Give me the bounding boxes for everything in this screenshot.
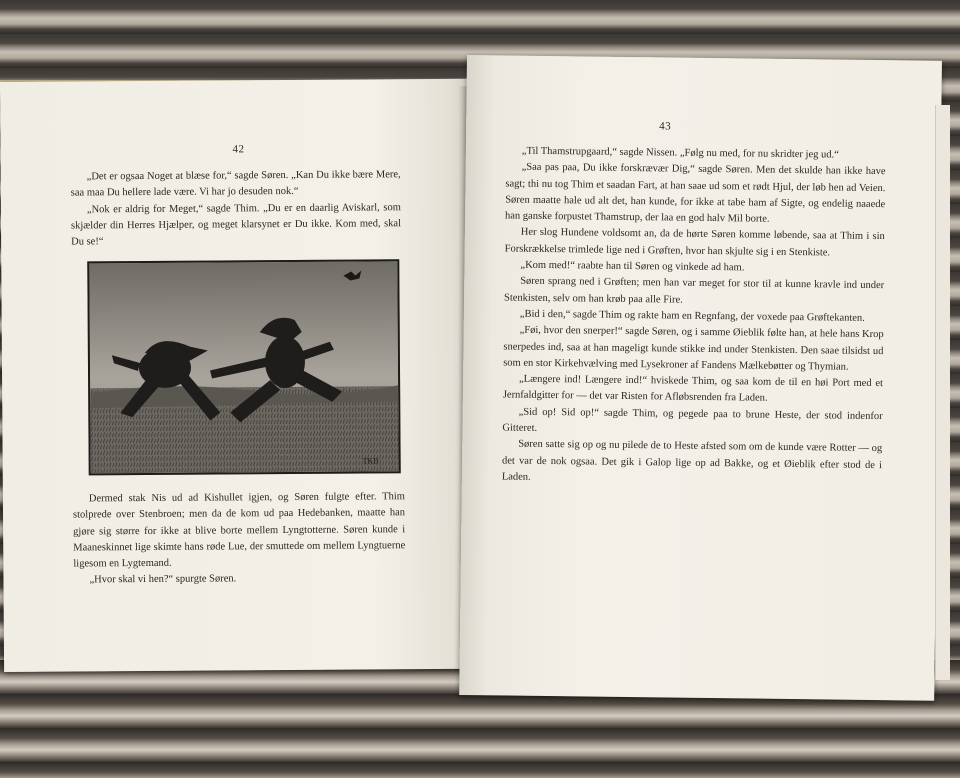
paragraph: „Til Thamstrupgaard,“ sagde Nissen. „Følg nu med, for nu skridter jeg ud.“	[521, 145, 839, 161]
paragraph: „Bid i den,“ sagde Thim og rakte ham en Regnfang, der voxede paa Grøftekanten.	[519, 308, 865, 324]
paragraph: Søren sprang ned i Grøften; men han var meget for stor til at kunne kravle ind under Stenkisten, selv om han krøb paa alle Fire.	[503, 276, 885, 306]
page-number-right: 43	[659, 120, 672, 133]
paragraph: „Hvor skal vi hen?“ spurgte Søren.	[89, 573, 237, 586]
paragraph: „Kom med!“ raabte han til Søren og vinkede ad ham.	[520, 259, 745, 274]
paragraph: Søren satte sig op og nu pilede de to Heste afsted som om de kunde være Rotter — og det var de nok ogsaa. Det gik i Galop lige op ad Bakke, og et Øieblik efter stod de i Laden.	[501, 438, 883, 483]
left-page-bottom-text	[73, 489, 406, 589]
paragraph: „Sid op! Sid op!“ sagde Thim, og pegede paa to brune Heste, der stod indenfor Gitteret.	[502, 406, 883, 434]
paragraph: „Nok er aldrig for Meget,“ sagde Thim. „Du er en daarlig Aviskarl, som skjælder din Herres Hjælper, og meget klarsynet er Du ikke. Kom med, skal Du se!“	[70, 201, 402, 248]
illustration-signature: TKB	[362, 456, 379, 466]
illustration-two-running-figures	[87, 259, 400, 475]
paragraph: Her slog Hundene voldsomt an, da de hørte Søren komme løbende, saa at Thim i sin Forskrækkelse trimlede lige ned i Grøften, hvor han skjulte sig i en Stenkiste.	[504, 227, 885, 259]
left-page-top-text	[71, 167, 402, 251]
left-page	[0, 79, 472, 672]
page-number-left: 42	[232, 143, 245, 156]
paragraph: „Saa pas paa, Du ikke forskrævær Dig,“ sagde Søren. Men det skulde han ikke have sagt; thi nu tog Thim et saadan Fart, at han saae ud som et rødt Hjul, der løb hen ad Veien. Søren maatte hale ud alt det, han kunde, for ikke at tabe ham af Sigte, og endelig naaede han ganske forpustet Thamstrup, der laa en god halv Mil borte.	[504, 161, 886, 225]
illustration-image	[89, 261, 398, 473]
paragraph: „Det er ogsaa Noget at blæse for,“ sagde Søren. „Kan Du ikke bære Mere, saa maa Du hellere lade være. Vi har jo desuden nok.“	[70, 169, 401, 199]
paragraph: „Længere ind! Længere ind!“ hviskede Thim, og saa kom de til en høi Port med et Jernfaldgitter for — det var Risten for Afløbsrenden fra Laden.	[502, 373, 884, 405]
paragraph: „Føi, hvor den snerper!“ sagde Søren, og i samme Øieblik følte han, at hele hans Krop snerpedes ind, saa at han mageligt kunde stikke ind under Stenkisten. Den saae tilsidst ud som en stor Kirkehvælving med Lysekroner af Fandens Mælkebøtter og Thymian.	[503, 324, 884, 373]
book-cover-edge-right	[935, 105, 950, 680]
paragraph: Dermed stak Nis ud ad Kishullet igjen, og Søren fulgte efter. Thim stolprede over Stenbroen; men da de kom ud paa Hedebanken, maatte han gjøre sig større for ikke at blive borte mellem Lyngtotterne. Søren kunde i Maaneskinnet lige skimte hans røde Lue, der smuttede om mellem Lyngtuerne ligesom en Lygtemand.	[72, 491, 406, 570]
right-page-text	[502, 143, 886, 490]
right-page	[459, 55, 942, 701]
